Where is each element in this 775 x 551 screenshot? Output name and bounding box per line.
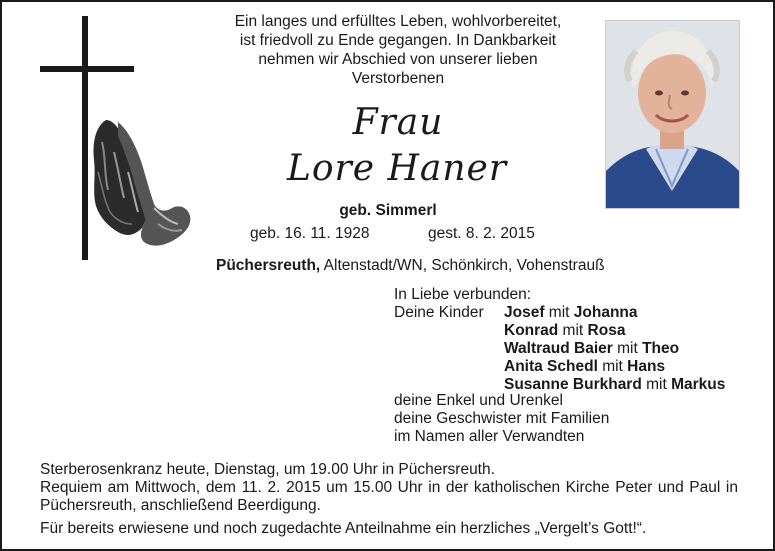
child-entry	[504, 340, 679, 358]
child-entry	[504, 322, 625, 340]
child-name: Konrad	[504, 322, 559, 339]
rosary-info: Sterberosenkranz heute, Dienstag, um 19.00 Uhr in Püchersreuth.	[40, 461, 495, 478]
portrait-photo	[605, 20, 740, 209]
child-mit: mit	[641, 376, 672, 393]
other-relatives	[394, 392, 609, 446]
child-name: Anita Schedl	[504, 358, 598, 375]
relatives-line: im Namen aller Verwandten	[394, 428, 585, 445]
intro-line: Ein langes und erfülltes Leben, wohlvorbereitet,	[234, 13, 562, 30]
children-label: Deine Kinder	[394, 304, 484, 321]
child-mit: mit	[612, 340, 643, 357]
death-date: gest. 8. 2. 2015	[428, 225, 535, 242]
child-partner: Rosa	[587, 322, 626, 339]
cross-icon-bar	[40, 66, 134, 72]
child-partner: Hans	[627, 358, 666, 375]
child-name: Waltraud Baier	[504, 340, 613, 357]
salutation: Frau	[352, 102, 444, 143]
maiden-name: geb. Simmerl	[339, 202, 437, 219]
child-mit: mit	[544, 304, 574, 321]
relatives-line: deine Geschwister mit Familien	[394, 410, 610, 427]
child-entry	[504, 304, 638, 322]
child-mit: mit	[597, 358, 628, 375]
child-entry	[504, 358, 665, 376]
child-mit: mit	[558, 322, 588, 339]
connected-label: In Liebe verbunden:	[394, 286, 532, 303]
child-partner: Markus	[671, 376, 726, 393]
child-name: Susanne Burkhard	[504, 376, 642, 393]
intro-text	[198, 12, 598, 88]
intro-line: Verstorbenen	[351, 70, 445, 87]
intro-line: ist friedvoll zu Ende gegangen. In Dankbarkeit	[239, 32, 557, 49]
praying-hands-icon	[88, 112, 192, 250]
thanks-text: Für bereits erwiesene und noch zugedachte Anteilnahme ein herzliches „Vergelt’s Gott!“.	[40, 520, 647, 537]
child-name: Josef	[504, 304, 545, 321]
intro-line: nehmen wir Abschied von unserer lieben	[258, 51, 538, 68]
places	[216, 257, 605, 275]
deceased-name: Lore Haner	[286, 148, 508, 189]
child-partner: Theo	[642, 340, 680, 357]
child-partner: Johanna	[573, 304, 638, 321]
birth-date: geb. 16. 11. 1928	[250, 225, 370, 242]
place-primary: Püchersreuth,	[216, 257, 321, 274]
relatives-line: deine Enkel und Urenkel	[394, 392, 563, 409]
requiem-info: Requiem am Mittwoch, dem 11. 2. 2015 um 15.00 Uhr in der katholischen Kirche Peter und Paul in Püchersreuth, anschließend Beerdigung.	[40, 479, 738, 514]
places-rest: Altenstadt/WN, Schönkirch, Vohenstrauß	[320, 257, 605, 274]
service-info	[40, 461, 738, 538]
